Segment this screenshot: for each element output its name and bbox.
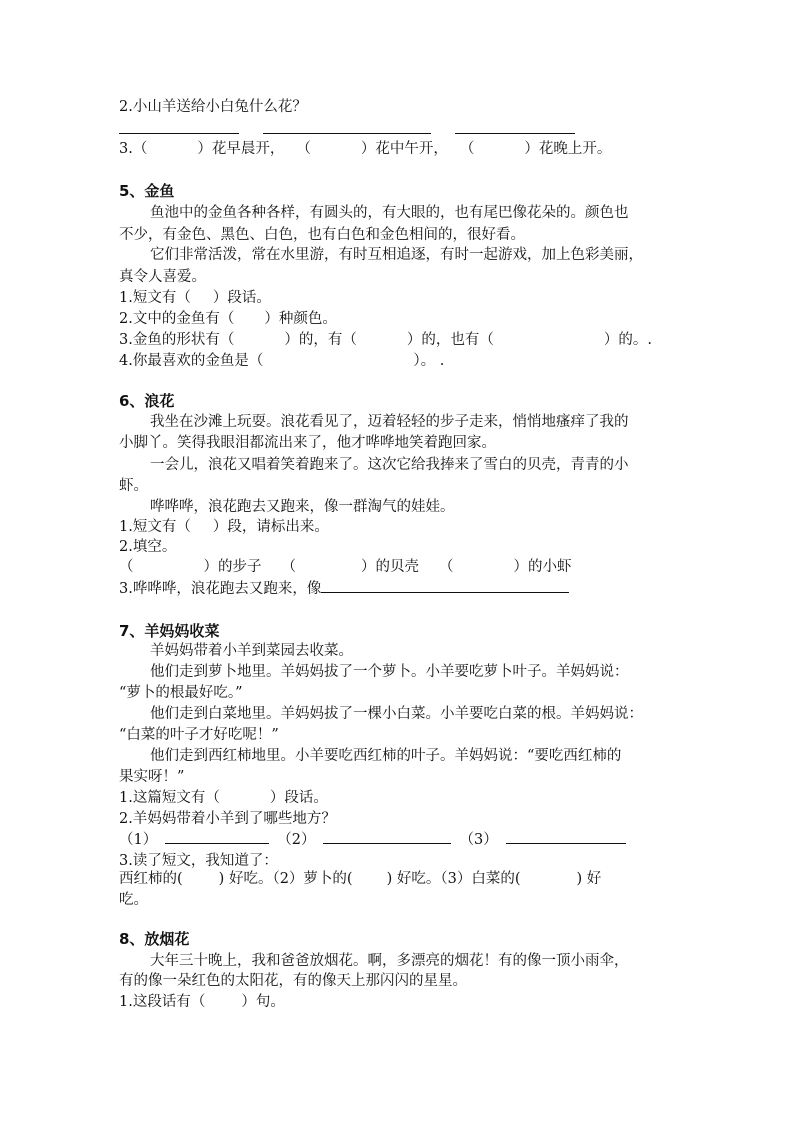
s6-paragraph-1: 我坐在沙滩上玩耍。浪花看见了，迈着轻轻的步子走来，悄悄地瘙痒了我的 xyxy=(150,414,629,430)
s8-paragraph-1-cont: 有的像一朵红色的太阳花，有的像天上那闪闪的星星。 xyxy=(119,973,467,989)
s5-paragraph-2: 它们非常活泼，常在水里游，有时互相追逐，有时一起游戏，加上色彩美丽， xyxy=(150,247,643,263)
s6-paragraph-2: 一会儿，浪花又唱着笑着跑来了。这次它给我捧来了雪白的贝壳，青青的小 xyxy=(150,457,629,473)
answer-blank[interactable] xyxy=(263,133,431,134)
answer-blank[interactable] xyxy=(321,578,569,593)
s7-places-row: （1） （2） （3） xyxy=(119,829,626,851)
s8-title: 8、放烟花 xyxy=(119,930,190,948)
s7-answer-row: 西红柿的( ) 好吃。（2）萝卜的( ) 好吃。（3）白菜的( ) 好 xyxy=(119,871,602,887)
s7-paragraph-3-cont: “白菜的叶子才好吃呢！” xyxy=(119,727,279,743)
s7-question-2: 2.羊妈妈带着小羊到了哪些地方？ xyxy=(119,811,336,827)
s6-paragraph-1-cont: 小脚丫。笑得我眼泪都流出来了，他才哗哗地笑着跑回家。 xyxy=(119,435,496,451)
answer-blank[interactable] xyxy=(165,829,269,844)
s6-paragraph-2-cont: 虾。 xyxy=(119,478,148,494)
answer-blank[interactable] xyxy=(119,133,239,134)
s8-question-1: 1.这段话有（ ）句。 xyxy=(119,994,285,1010)
s7-paragraph-4-cont: 果实呀！” xyxy=(119,769,185,785)
s5-question-2: 2.文中的金鱼有（ ）种颜色。 xyxy=(119,311,337,327)
s7-paragraph-3: 他们走到白菜地里。羊妈妈拔了一棵小白菜。小羊要吃白菜的根。羊妈妈说： xyxy=(150,706,643,722)
s5-paragraph-1: 鱼池中的金鱼各种各样，有圆头的，有大眼的，也有尾巴像花朵的。颜色也 xyxy=(150,205,629,221)
s6-title: 6、浪花 xyxy=(119,392,175,410)
s5-paragraph-1-cont: 不少，有金色、黑色、白色，也有白色和金色相间的，很好看。 xyxy=(119,227,525,243)
s7-question-3: 3.读了短文，我知道了： xyxy=(119,853,278,869)
s6-question-1: 1.短文有（ ）段，请标出来。 xyxy=(119,519,329,535)
s5-question-1: 1.短文有（ ）段话。 xyxy=(119,290,271,306)
s7-answer-row-cont: 吃。 xyxy=(119,892,148,908)
s7-paragraph-4: 他们走到西红柿地里。小羊要吃西红柿的叶子。羊妈妈说：“要吃西红柿的 xyxy=(150,748,622,764)
s7-question-1: 1.这篇短文有（ ）段话。 xyxy=(119,790,328,806)
s5-title: 5、金鱼 xyxy=(119,182,175,200)
s7-paragraph-1: 羊妈妈带着小羊到菜园去收菜。 xyxy=(150,643,353,659)
s8-paragraph-1: 大年三十晚上，我和爸爸放烟花。啊，多漂亮的烟花！有的像一顶小雨伞， xyxy=(150,953,629,969)
s6-fill-in-row: （ ）的步子 （ ）的贝壳 （ ）的小虾 xyxy=(119,559,572,575)
s6-paragraph-3: 哗哗哗，浪花跑去又跑来，像一群淘气的娃娃。 xyxy=(150,499,455,515)
s7-paragraph-2-cont: “萝卜的根最好吃。” xyxy=(119,685,243,701)
s7-paragraph-2: 他们走到萝卜地里。羊妈妈拔了一个萝卜。小羊要吃萝卜叶子。羊妈妈说： xyxy=(150,664,629,680)
s7-title: 7、羊妈妈收菜 xyxy=(119,622,220,640)
s4-question-3: 3.（ ）花早晨开， （ ）花中午开， （ ）花晚上开。 xyxy=(119,141,612,157)
s5-question-4: 4.你最喜欢的金鱼是（ ）。 . xyxy=(119,353,445,369)
s4-question-2: 2.小山羊送给小白兔什么花？ xyxy=(119,99,307,115)
s6-question-2: 2.填空。 xyxy=(119,539,177,555)
answer-blank[interactable] xyxy=(323,829,451,844)
s5-paragraph-2-cont: 真令人喜爱。 xyxy=(119,269,206,285)
answer-blank[interactable] xyxy=(455,133,575,134)
s5-question-3: 3.金鱼的形状有（ ）的，有（ ）的，也有（ ）的。. xyxy=(119,332,652,348)
answer-blank[interactable] xyxy=(506,829,626,844)
s6-question-3: 3.哗哗哗，浪花跑去又跑来，像 xyxy=(119,578,569,600)
